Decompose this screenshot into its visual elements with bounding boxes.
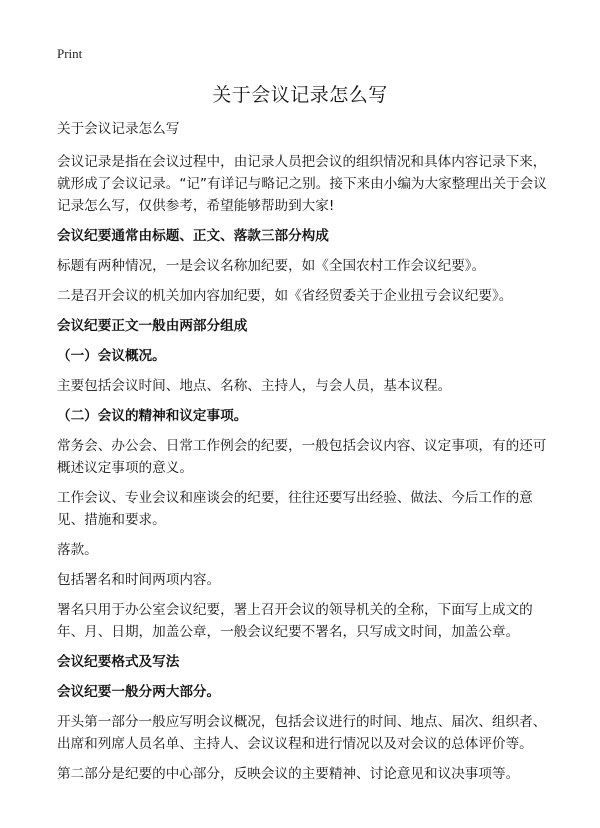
paragraph-title-type-2: 二是召开会议的机关加内容加纪要，如《省经贸委关于企业扭亏会议纪要》。 bbox=[57, 288, 513, 304]
paragraph-spirit-2: 工作会议、专业会议和座谈会的纪要，往往还要写出经验、做法、今后工作的意见、措施和要求。 bbox=[57, 490, 533, 528]
intro-paragraph: 会议记录是指在会议过程中，由记录人员把会议的组织情况和具体内容记录下来，就形成了会议记录。“记”有详记与略记之别。接下来由小编为大家整理出关于会议记录怎么写，仅供参考，希望能够帮助到大家! bbox=[57, 154, 547, 214]
heading-body-parts: 会议纪要正文一般由两部分组成 bbox=[57, 318, 248, 334]
heading-two-parts: 会议纪要一般分两大部分。 bbox=[57, 684, 221, 700]
heading-format: 会议纪要格式及写法 bbox=[57, 654, 180, 670]
paragraph-part-2: 第二部分是纪要的中心部分，反映会议的主要精神、讨论意见和议决事项等。 bbox=[57, 766, 520, 782]
heading-spirit: （二）会议的精神和议定事项。 bbox=[57, 408, 248, 424]
paragraph-signature: 署名只用于办公室会议纪要，署上召开会议的领导机关的全称，下面写上成文的年、月、日期，加盖公章，一般会议纪要不署名，只写成文时间，加盖公章。 bbox=[57, 602, 533, 640]
print-link[interactable]: Print bbox=[57, 46, 83, 61]
paragraph-spirit-1: 常务会、办公会、日常工作例会的纪要，一般包括会议内容、议定事项，有的还可概述议定事项的意义。 bbox=[57, 438, 547, 476]
paragraph-title-type-1: 标题有两种情况，一是会议名称加纪要，如《全国农村工作会议纪要》。 bbox=[57, 258, 486, 274]
article-subtitle: 关于会议记录怎么写 bbox=[57, 121, 180, 137]
paragraph-overview: 主要包括会议时间、地点、名称、主持人，与会人员，基本议程。 bbox=[57, 378, 452, 394]
article-body bbox=[57, 118, 553, 785]
paragraph-signoff-desc: 包括署名和时间两项内容。 bbox=[57, 572, 221, 588]
paragraph-signoff: 落款。 bbox=[57, 542, 98, 558]
paragraph-part-1: 开头第一部分一般应写明会议概况，包括会议进行的时间、地点、届次、组织者、出席和列席人员名单、主持人、会议议程和进行情况以及对会议的总体评价等。 bbox=[57, 714, 547, 752]
heading-composition: 会议纪要通常由标题、正文、落款三部分构成 bbox=[57, 228, 329, 244]
heading-overview: （一）会议概况。 bbox=[57, 348, 166, 364]
page-title: 关于会议记录怎么写 bbox=[212, 84, 388, 106]
